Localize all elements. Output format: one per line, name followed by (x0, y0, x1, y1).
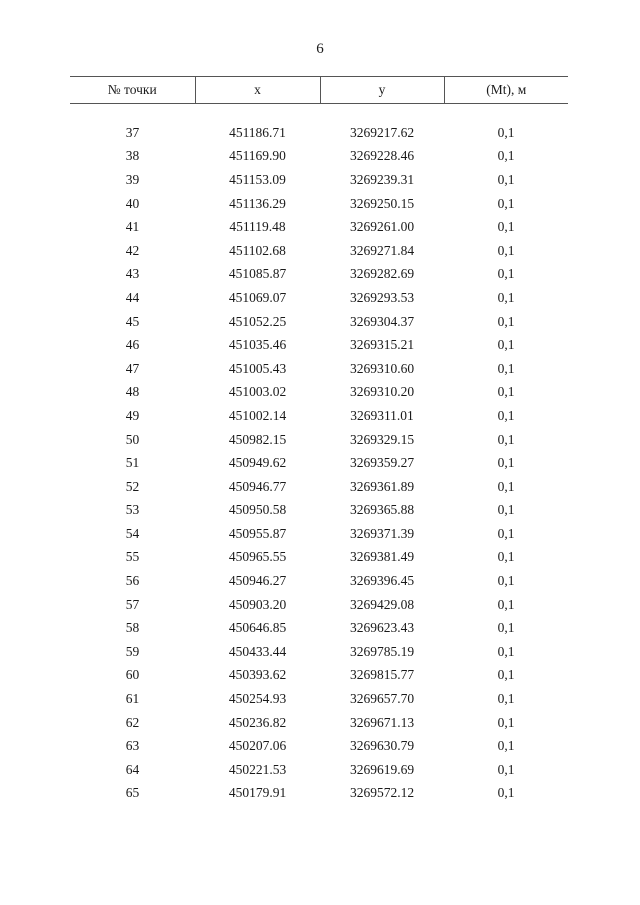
cell-accuracy: 0,1 (497, 407, 515, 423)
cell-point-number: 43 (125, 266, 140, 282)
cell-accuracy: 0,1 (497, 573, 515, 589)
cell-y: 3269815.77 (349, 667, 415, 683)
cell-x: 450236.82 (228, 714, 287, 730)
cell-accuracy: 0,1 (497, 738, 515, 754)
cell-point-number: 57 (125, 596, 140, 612)
cell-point-number: 42 (125, 242, 140, 258)
table-row (70, 782, 568, 806)
cell-y: 3269572.12 (349, 785, 415, 801)
table-row (70, 664, 568, 688)
cell-y: 3269371.39 (349, 525, 415, 541)
cell-y: 3269239.31 (349, 171, 415, 187)
cell-y: 3269282.69 (349, 266, 415, 282)
cell-point-number: 49 (125, 407, 140, 423)
table-row (70, 215, 568, 239)
cell-y: 3269315.21 (349, 337, 415, 353)
cell-y: 3269671.13 (349, 714, 415, 730)
table-spacer-row (70, 104, 568, 122)
cell-y: 3269630.79 (349, 738, 415, 754)
table-row (70, 286, 568, 310)
cell-accuracy: 0,1 (497, 478, 515, 494)
cell-x: 450965.55 (228, 549, 287, 565)
cell-x: 451102.68 (229, 242, 286, 258)
cell-x: 451153.09 (229, 171, 286, 187)
cell-point-number: 55 (125, 549, 140, 565)
cell-y: 3269310.20 (349, 384, 415, 400)
table-row (70, 121, 568, 145)
cell-x: 450982.15 (228, 431, 287, 447)
cell-accuracy: 0,1 (497, 171, 515, 187)
cell-point-number: 60 (125, 667, 140, 683)
table-row (70, 758, 568, 782)
cell-y: 3269250.15 (349, 195, 415, 211)
cell-accuracy: 0,1 (497, 525, 515, 541)
coordinates-table (70, 76, 568, 805)
cell-x: 450207.06 (228, 738, 287, 754)
cell-x: 450221.53 (228, 761, 287, 777)
cell-y: 3269619.69 (349, 761, 415, 777)
table-row (70, 593, 568, 617)
cell-x: 450946.27 (228, 573, 287, 589)
table-row (70, 310, 568, 334)
cell-x: 451186.71 (229, 124, 286, 140)
cell-y: 3269271.84 (349, 242, 415, 258)
cell-x: 450955.87 (228, 525, 287, 541)
cell-accuracy: 0,1 (497, 337, 515, 353)
cell-y: 3269329.15 (349, 431, 415, 447)
cell-accuracy: 0,1 (497, 384, 515, 400)
cell-x: 451003.02 (228, 384, 287, 400)
table-row (70, 263, 568, 287)
cell-accuracy: 0,1 (497, 667, 515, 683)
table-row (70, 428, 568, 452)
table-row (70, 499, 568, 523)
cell-accuracy: 0,1 (497, 219, 515, 235)
cell-x: 450903.20 (228, 596, 287, 612)
cell-point-number: 48 (125, 384, 140, 400)
cell-x: 450179.91 (228, 785, 287, 801)
cell-point-number: 45 (125, 313, 140, 329)
cell-point-number: 47 (125, 360, 140, 376)
table-row (70, 687, 568, 711)
cell-accuracy: 0,1 (497, 266, 515, 282)
table-row (70, 145, 568, 169)
header-accuracy: (Mt), м (444, 77, 568, 104)
cell-x: 451069.07 (228, 289, 287, 305)
cell-x: 451005.43 (228, 360, 287, 376)
cell-accuracy: 0,1 (497, 785, 515, 801)
cell-point-number: 64 (125, 761, 140, 777)
header-y: y (320, 77, 444, 104)
cell-accuracy: 0,1 (497, 360, 515, 376)
cell-y: 3269365.88 (349, 502, 415, 518)
cell-x: 451136.29 (229, 195, 286, 211)
table-row (70, 168, 568, 192)
table-row (70, 640, 568, 664)
cell-x: 450433.44 (228, 643, 287, 659)
table-row (70, 734, 568, 758)
table-row (70, 569, 568, 593)
cell-y: 3269261.00 (349, 219, 415, 235)
cell-y: 3269657.70 (349, 691, 415, 707)
cell-point-number: 58 (125, 620, 140, 636)
cell-x: 450646.85 (228, 620, 287, 636)
cell-accuracy: 0,1 (497, 289, 515, 305)
cell-x: 451085.87 (228, 266, 287, 282)
cell-accuracy: 0,1 (497, 124, 515, 140)
cell-x: 451035.46 (228, 337, 287, 353)
table-row (70, 404, 568, 428)
table-row (70, 239, 568, 263)
cell-y: 3269310.60 (349, 360, 415, 376)
cell-point-number: 53 (125, 502, 140, 518)
cell-accuracy: 0,1 (497, 761, 515, 777)
cell-point-number: 44 (125, 289, 140, 305)
cell-accuracy: 0,1 (497, 643, 515, 659)
cell-x: 451169.90 (229, 148, 286, 164)
table-row (70, 333, 568, 357)
cell-point-number: 52 (125, 478, 140, 494)
cell-x: 450393.62 (228, 667, 287, 683)
cell-x: 451119.48 (229, 219, 286, 235)
table-row (70, 475, 568, 499)
cell-y: 3269217.62 (349, 124, 415, 140)
cell-y: 3269311.01 (350, 407, 414, 423)
cell-accuracy: 0,1 (497, 596, 515, 612)
cell-point-number: 59 (125, 643, 140, 659)
cell-y: 3269228.46 (349, 148, 415, 164)
cell-accuracy: 0,1 (497, 502, 515, 518)
cell-y: 3269304.37 (349, 313, 415, 329)
cell-point-number: 56 (125, 573, 140, 589)
cell-y: 3269429.08 (349, 596, 415, 612)
cell-point-number: 40 (125, 195, 140, 211)
table-body (70, 104, 568, 806)
cell-y: 3269785.19 (349, 643, 415, 659)
cell-x: 451002.14 (228, 407, 287, 423)
cell-accuracy: 0,1 (497, 714, 515, 730)
cell-accuracy: 0,1 (497, 195, 515, 211)
cell-y: 3269359.27 (349, 455, 415, 471)
table-row (70, 192, 568, 216)
cell-point-number: 46 (125, 337, 140, 353)
cell-accuracy: 0,1 (497, 148, 515, 164)
cell-point-number: 61 (125, 691, 140, 707)
cell-point-number: 65 (125, 785, 140, 801)
cell-accuracy: 0,1 (497, 620, 515, 636)
cell-point-number: 62 (125, 714, 140, 730)
cell-point-number: 50 (125, 431, 140, 447)
cell-accuracy: 0,1 (497, 549, 515, 565)
cell-accuracy: 0,1 (497, 691, 515, 707)
cell-accuracy: 0,1 (497, 455, 515, 471)
cell-point-number: 54 (125, 525, 140, 541)
cell-point-number: 39 (125, 171, 140, 187)
cell-accuracy: 0,1 (497, 313, 515, 329)
table-row (70, 451, 568, 475)
cell-y: 3269623.43 (349, 620, 415, 636)
cell-y: 3269361.89 (349, 478, 415, 494)
cell-point-number: 51 (125, 455, 140, 471)
cell-x: 450254.93 (228, 691, 287, 707)
header-point-number: № точки (70, 77, 195, 104)
table-row (70, 546, 568, 570)
cell-y: 3269381.49 (349, 549, 415, 565)
cell-point-number: 41 (125, 219, 140, 235)
cell-accuracy: 0,1 (497, 431, 515, 447)
table-row (70, 711, 568, 735)
cell-point-number: 63 (125, 738, 140, 754)
cell-accuracy: 0,1 (497, 242, 515, 258)
header-x: x (195, 77, 320, 104)
table-row (70, 381, 568, 405)
cell-x: 450949.62 (228, 455, 287, 471)
cell-y: 3269396.45 (349, 573, 415, 589)
cell-point-number: 37 (125, 124, 140, 140)
table-row (70, 357, 568, 381)
cell-point-number: 38 (125, 148, 140, 164)
cell-y: 3269293.53 (349, 289, 415, 305)
table-header-row (70, 77, 568, 104)
cell-x: 451052.25 (228, 313, 287, 329)
table-row (70, 522, 568, 546)
cell-x: 450946.77 (228, 478, 287, 494)
page-number: 6 (316, 41, 324, 57)
table-row (70, 616, 568, 640)
cell-x: 450950.58 (228, 502, 287, 518)
